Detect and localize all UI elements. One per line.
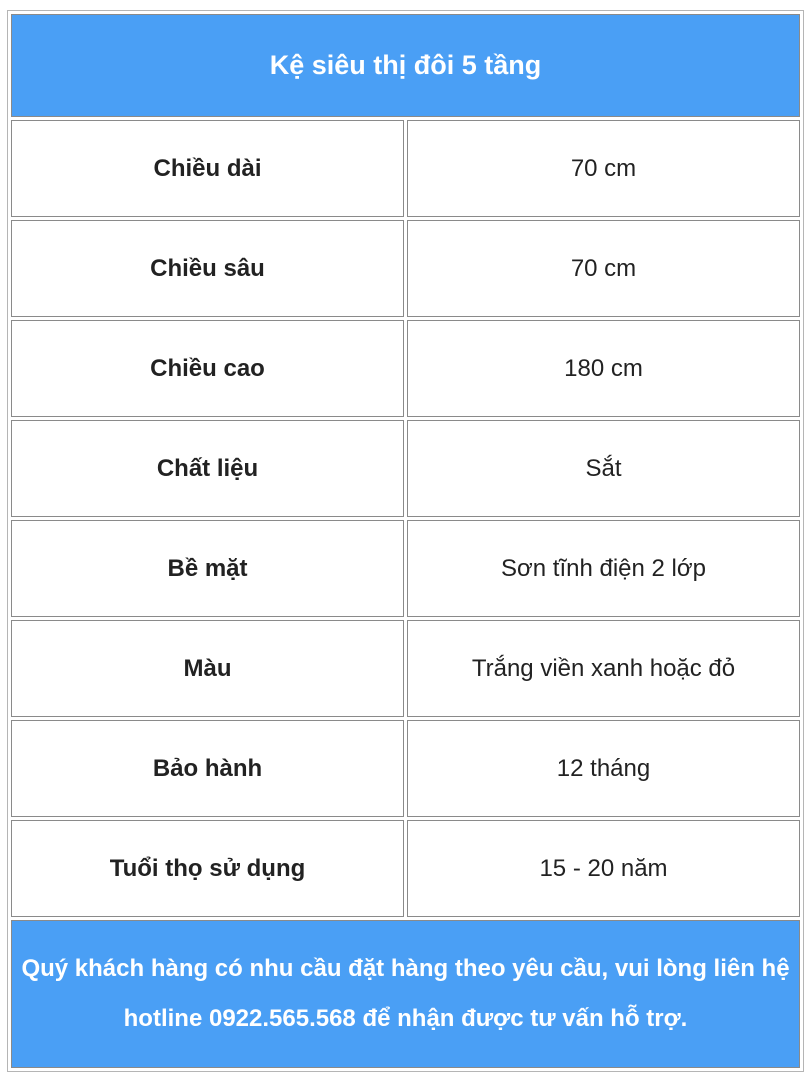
table-row <box>11 420 800 517</box>
spec-value: Trắng viền xanh hoặc đỏ <box>407 620 800 717</box>
spec-label: Tuổi thọ sử dụng <box>11 820 404 917</box>
spec-label: Màu <box>11 620 404 717</box>
spec-label: Bảo hành <box>11 720 404 817</box>
spec-label: Chiều sâu <box>11 220 404 317</box>
spec-value: 12 tháng <box>407 720 800 817</box>
table-row <box>11 820 800 917</box>
product-spec-table <box>7 10 804 1072</box>
spec-value: 15 - 20 năm <box>407 820 800 917</box>
spec-value: 180 cm <box>407 320 800 417</box>
table-header-row <box>11 14 800 117</box>
table-row <box>11 120 800 217</box>
contact-note: Quý khách hàng có nhu cầu đặt hàng theo yêu cầu, vui lòng liên hệ hotline 0922.565.568 để nhận được tư vấn hỗ trợ. <box>11 920 800 1068</box>
table-title: Kệ siêu thị đôi 5 tầng <box>11 14 800 117</box>
spec-value: 70 cm <box>407 220 800 317</box>
spec-value: Sắt <box>407 420 800 517</box>
table-row <box>11 520 800 617</box>
spec-value: Sơn tĩnh điện 2 lớp <box>407 520 800 617</box>
spec-label: Chiều cao <box>11 320 404 417</box>
spec-value: 70 cm <box>407 120 800 217</box>
table-row <box>11 620 800 717</box>
spec-label: Bề mặt <box>11 520 404 617</box>
spec-label: Chiều dài <box>11 120 404 217</box>
table-row <box>11 320 800 417</box>
table-row <box>11 220 800 317</box>
table-row <box>11 720 800 817</box>
spec-label: Chất liệu <box>11 420 404 517</box>
table-footer-row <box>11 920 800 1068</box>
